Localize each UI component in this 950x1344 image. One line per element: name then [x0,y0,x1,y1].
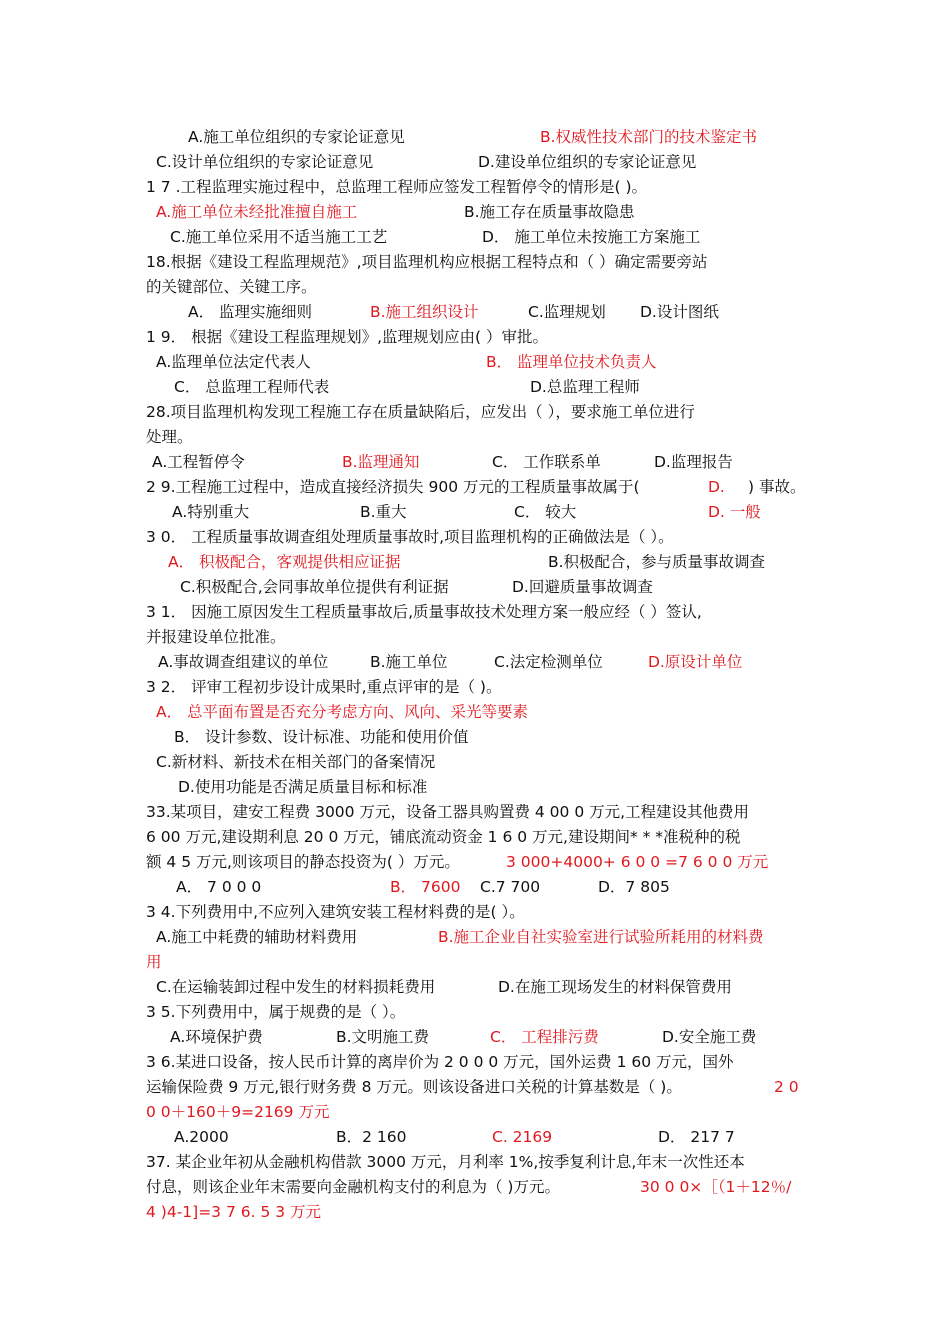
q31-option-C: C.法定检测单位 [494,653,603,671]
question-30: 3 0． 工程质量事故调查组处理质量事故时,项目监理机构的正确做法是（ ）。 [146,528,674,546]
q35-option-D: D.安全施工费 [662,1028,757,1046]
question-33-line3: 额 4 5 万元,则该项目的静态投资为( ）万元。 [146,853,460,871]
q36-option-C-answer: C. 2169 [492,1128,553,1146]
q34-option-B-answer: B.施工企业自社实验室进行试验所耗用的材料费 [438,928,764,946]
question-31-line2: 并报建设单位批准。 [146,628,286,646]
q34-option-C: C.在运输装卸过程中发生的材料损耗费用 [156,978,436,996]
q37-solution-start: 30 0 0×［（1＋12％/ [640,1178,792,1196]
q19-option-D: D.总监理工程师 [530,378,640,396]
q17-option-D: D． 施工单位未按施工方案施工 [482,228,701,246]
q19-option-A: A.监理单位法定代表人 [156,353,311,371]
question-28-line1: 28.项目监理机构发现工程施工存在质量缺陷后，应发出（ ），要求施工单位进行 [146,403,695,421]
q29-option-B: B.重大 [360,503,407,521]
q36-option-B: B．2 160 [336,1128,407,1146]
q18-option-A: A． 监理实施细则 [188,303,313,321]
q17-option-A-answer: A.施工单位未经批准擅自施工 [156,203,358,221]
q17-option-B: B.施工存在质量事故隐患 [464,203,635,221]
q33-option-B-answer: B． 7600 [390,878,461,896]
question-35: 3 5.下列费用中，属于规费的是（ ）。 [146,1003,406,1021]
q36-solution-start: 2 0 [774,1078,799,1096]
question-31-line1: 3 1． 因施工原因发生工程质量事故后,质量事故技术处理方案一般应经（ ）签认, [146,603,702,621]
q31-option-B: B.施工单位 [370,653,448,671]
q36-option-A: A.2000 [174,1128,229,1146]
q32-option-B: B． 设计参数、设计标准、功能和使用价值 [174,728,469,746]
q28-option-C: C． 工作联系单 [492,453,601,471]
q34-option-B-answer-cont: 用 [146,953,162,971]
question-19: 1 9． 根据《建设工程监理规划》,监理规划应由( ）审批。 [146,328,548,346]
question-37-line1: 37. 某企业年初从金融机构借款 3000 万元，月利率 1%,按季复利计息,年末一次性还本 [146,1153,745,1171]
option-17-A-prev: A.施工单位组织的专家论证意见 [188,128,405,146]
question-34: 3 4.下列费用中,不应列入建筑安装工程材料费的是( ）。 [146,903,525,921]
question-36-line2: 运输保险费 9 万元,银行财务费 8 万元。则该设备进口关税的计算基数是（ )。 [146,1078,682,1096]
q30-option-B: B.积极配合，参与质量事故调查 [548,553,766,571]
q35-option-A: A.环境保护费 [170,1028,263,1046]
option-C: C.设计单位组织的专家论证意见 [156,153,374,171]
q19-option-C: C． 总监理工程师代表 [174,378,330,396]
q35-option-B: B.文明施工费 [336,1028,430,1046]
option-D: D.建设单位组织的专家论证意见 [478,153,697,171]
q30-option-A-answer: A． 积极配合，客观提供相应证据 [168,553,401,571]
q33-option-C: C.7 700 [480,878,541,896]
q28-option-D: D.监理报告 [654,453,733,471]
question-17: 1 7 .工程监理实施过程中，总监理工程师应签发工程暂停令的情形是( )。 [146,178,648,196]
question-28-line2: 处理。 [146,428,193,446]
q19-option-B-answer: B． 监理单位技术负责人 [486,353,657,371]
question-18-line1: 18.根据《建设工程监理规范》,项目监理机构应根据工程特点和（ ）确定需要旁站 [146,253,708,271]
question-33-line1: 33.某项目，建安工程费 3000 万元，设备工器具购置费 4 00 0 万元,工程建设其他费用 [146,803,750,821]
question-36-line1: 3 6.某进口设备，按人民币计算的离岸价为 2 0 0 0 万元，国外运费 1 60 万元，国外 [146,1053,734,1071]
q29-option-D-answer: D. 一般 [708,503,761,521]
q28-option-B-answer: B.监理通知 [342,453,420,471]
q30-option-C: C.积极配合,会同事故单位提供有利证据 [180,578,449,596]
question-29-end: ) 事故。 [748,478,806,496]
q18-option-B-answer: B.施工组织设计 [370,303,479,321]
q36-solution: 0 0＋160＋9=2169 万元 [146,1103,330,1121]
q34-option-D: D.在施工现场发生的材料保管费用 [498,978,732,996]
q33-solution: 3 000+4000+ 6 0 0 =7 6 0 0 万元 [506,853,769,871]
q30-option-D: D.回避质量事故调查 [512,578,653,596]
q29-option-C: C． 较大 [514,503,577,521]
q36-option-D: D． 217 7 [658,1128,735,1146]
q31-option-A: A.事故调查组建议的单位 [158,653,329,671]
q29-option-A: A.特别重大 [172,503,250,521]
q29-answer-inline: D. [708,478,725,496]
question-29: 2 9.工程施工过程中，造成直接经济损失 900 万元的工程质量事故属于( [146,478,640,496]
question-18-line2: 的关键部位、关键工序。 [146,278,317,296]
q37-solution: 4 )4-1]=3 7 6. 5 3 万元 [146,1203,322,1221]
q31-option-D-answer: D.原设计单位 [648,653,743,671]
question-33-line2: 6 00 万元,建设期利息 20 0 万元，铺底流动资金 1 6 0 万元,建设期间* * *准税种的税 [146,828,741,846]
question-37-line2: 付息，则该企业年末需要向金融机构支付的利息为（ )万元。 [146,1178,560,1196]
q18-option-D: D.设计图纸 [640,303,719,321]
q32-option-D: D.使用功能是否满足质量目标和标准 [178,778,428,796]
q33-option-D: D．7 805 [598,878,670,896]
q33-option-A: A． 7 0 0 0 [176,878,262,896]
q17-option-C: C.施工单位采用不适当施工工艺 [170,228,388,246]
q32-option-A-answer: A． 总平面布置是否充分考虑方向、风向、采光等要素 [156,703,529,721]
option-answer-B: B.权威性技术部门的技术鉴定书 [540,128,758,146]
q34-option-A: A.施工中耗费的辅助材料费用 [156,928,358,946]
question-32: 3 2． 评审工程初步设计成果时,重点评审的是（ )。 [146,678,502,696]
q18-option-C: C.监理规划 [528,303,606,321]
q28-option-A: A.工程暂停令 [152,453,245,471]
q35-option-C-answer: C． 工程排污费 [490,1028,599,1046]
q32-option-C: C.新材料、新技术在相关部门的备案情况 [156,753,436,771]
